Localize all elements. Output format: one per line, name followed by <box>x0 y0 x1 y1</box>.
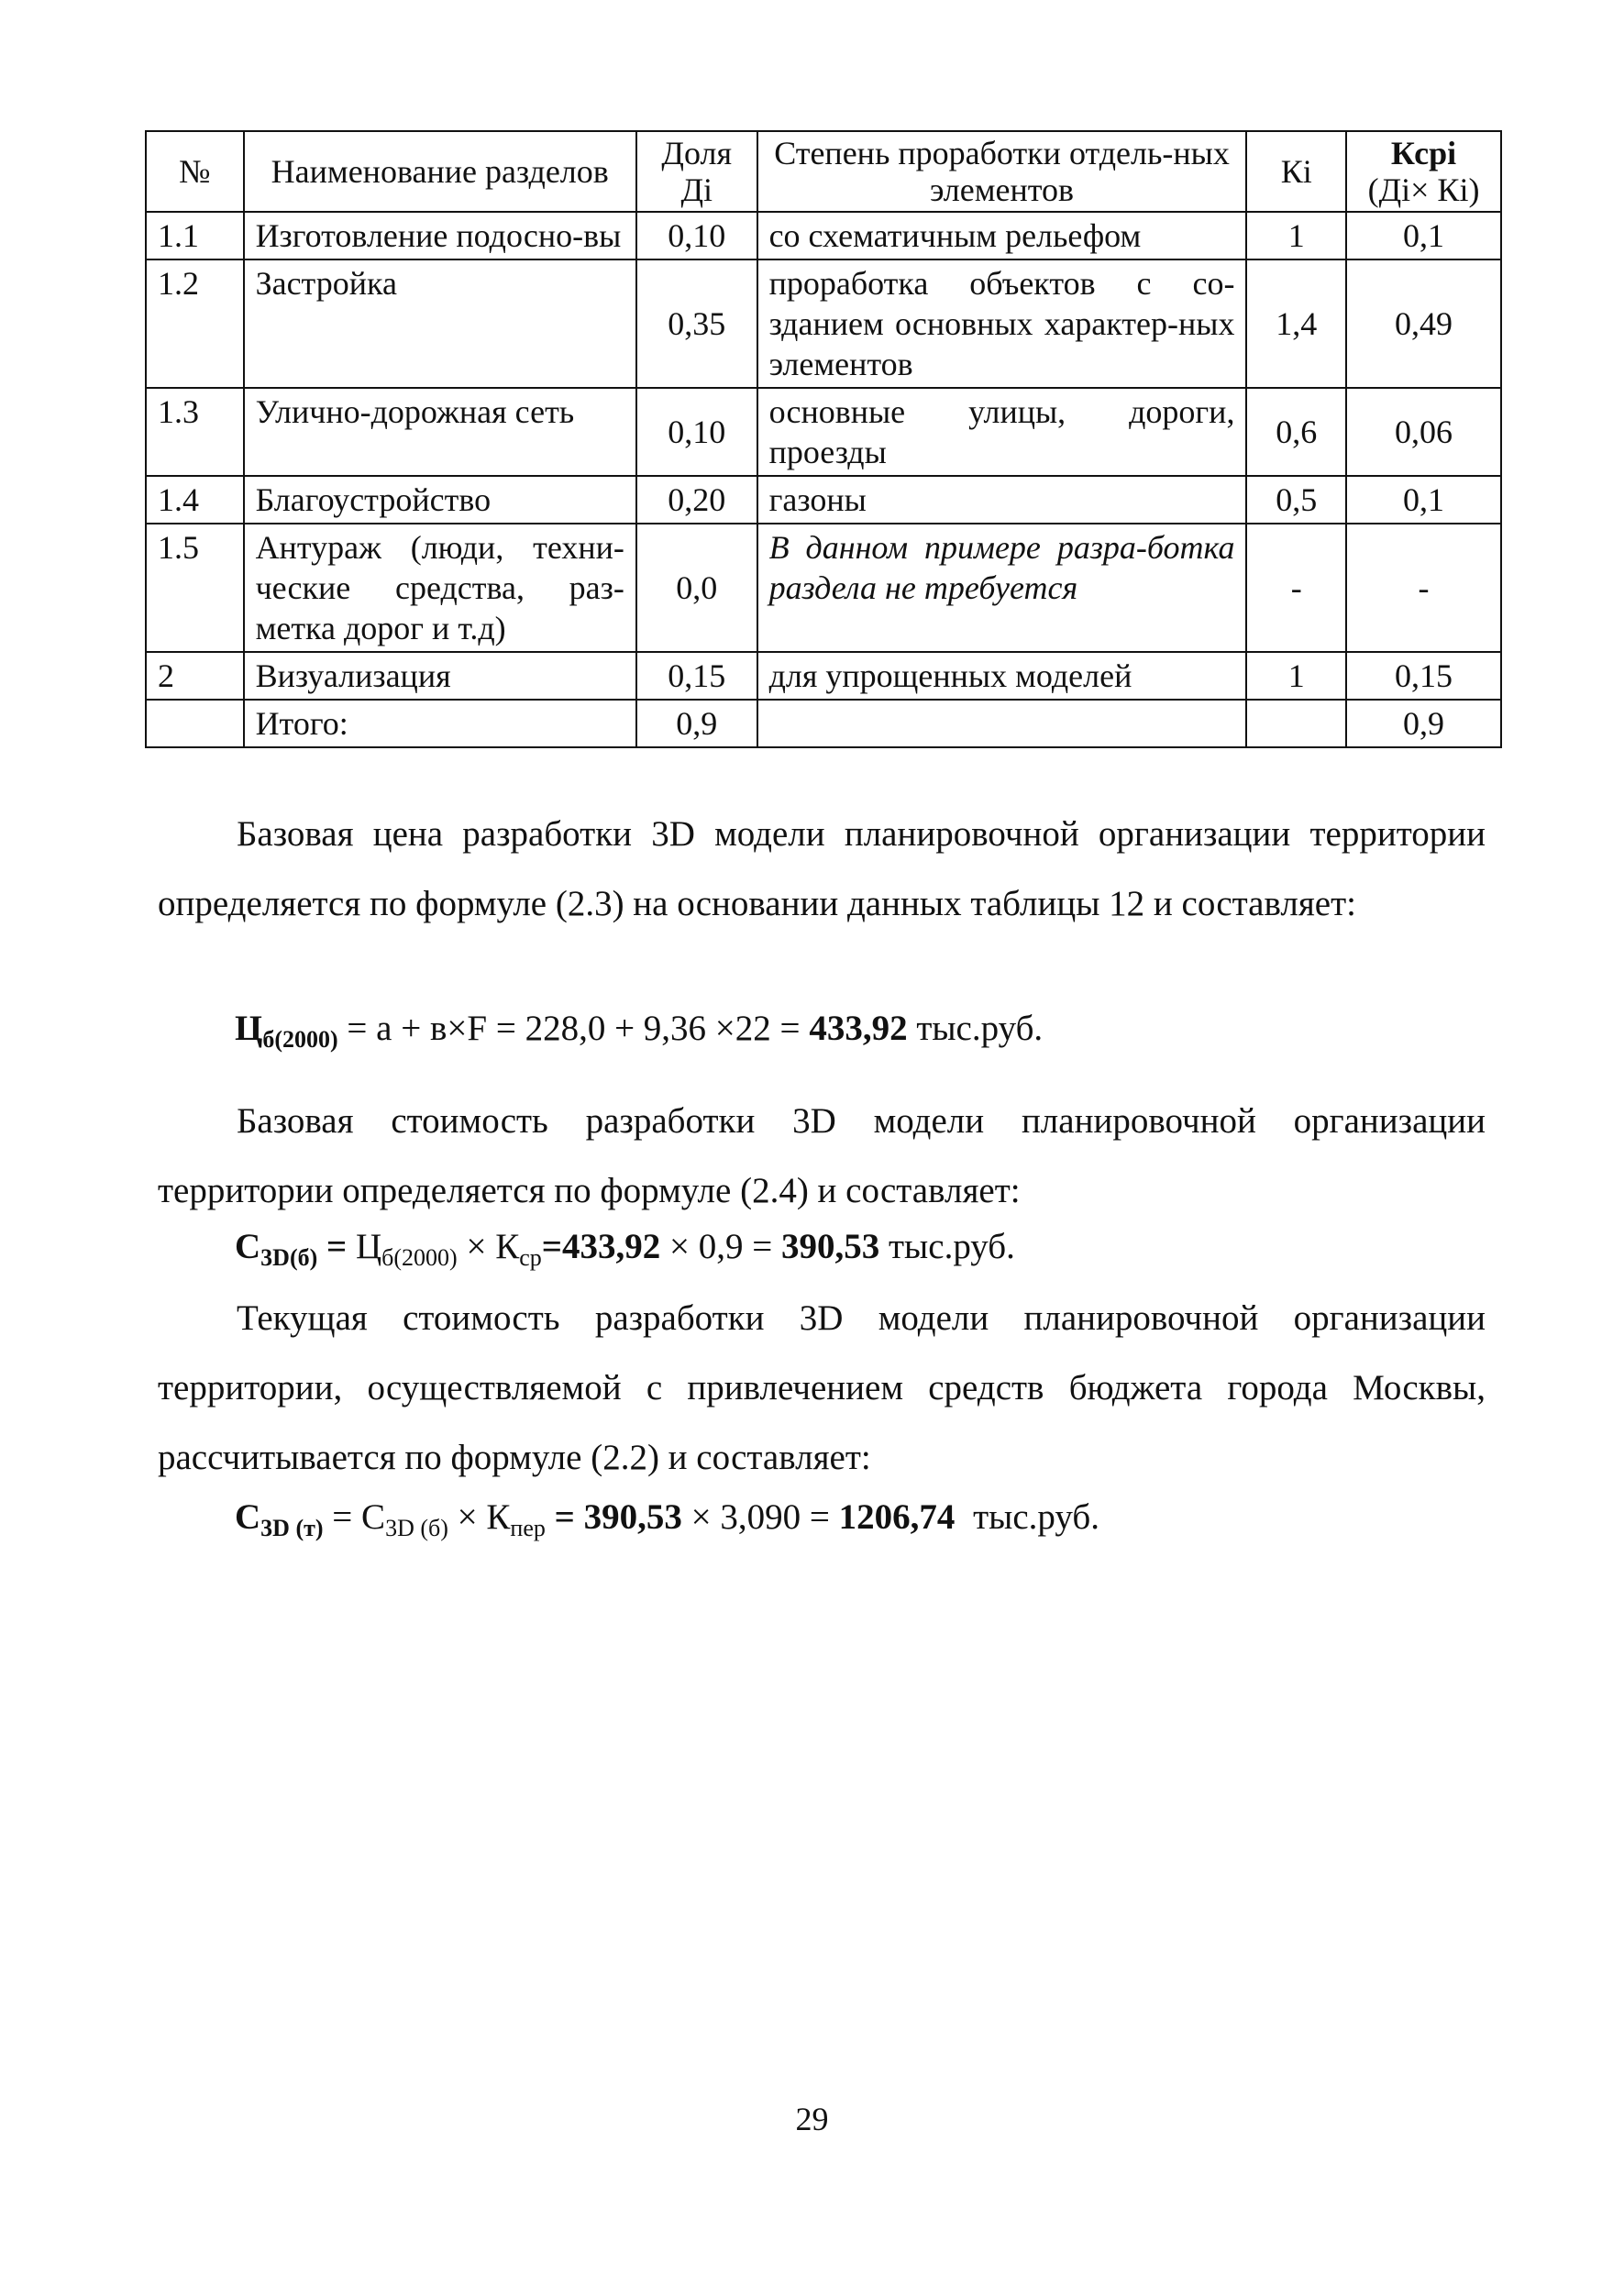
formula-equals: = <box>332 1497 353 1537</box>
paragraph-base-cost: Базовая стоимость разработки 3D модели планировочной организации территории определяется по формуле (2.4) и составляет: <box>158 1101 1486 1210</box>
formula-current-cost <box>235 1490 1099 1545</box>
row-name: Изготовление подосно-вы <box>244 212 636 259</box>
row-ki: 0,6 <box>1246 388 1346 476</box>
formula-base-cost <box>235 1220 1015 1275</box>
row-desc: В данном примере разра-ботка раздела не требуется <box>757 524 1247 652</box>
header-share: Доля Дi <box>636 131 757 212</box>
formula-unit: тыс.руб. <box>973 1497 1099 1537</box>
formula-value: 390,53 <box>583 1497 682 1537</box>
formula-equals: = <box>326 1227 348 1266</box>
formula-symbol: Ц <box>235 1009 263 1048</box>
table-header-row <box>146 131 1501 212</box>
table-row <box>146 259 1501 388</box>
row-ksr: 0,15 <box>1346 652 1501 700</box>
sections-table <box>145 130 1502 748</box>
formula-middle: × 3,090 = <box>690 1497 830 1537</box>
header-name: Наименование разделов <box>244 131 636 212</box>
formula-coefficient-sub: ср <box>519 1244 542 1271</box>
row-ki: 1,4 <box>1246 259 1346 388</box>
row-num: 1.1 <box>146 212 244 259</box>
formula-unit: тыс.руб. <box>916 1009 1044 1048</box>
formula-symbol-2: Ц <box>356 1227 382 1266</box>
row-share: 0,35 <box>636 259 757 388</box>
row-num: 2 <box>146 652 244 700</box>
formula-coefficient: × К <box>466 1227 520 1266</box>
row-share: 0,10 <box>636 212 757 259</box>
row-ksr: 0,1 <box>1346 476 1501 524</box>
table-row <box>146 476 1501 524</box>
formula-subscript: 3D (т) <box>260 1515 324 1541</box>
row-desc: основные улицы, дороги, проезды <box>757 388 1247 476</box>
row-name: Визуализация <box>244 652 636 700</box>
header-num: № <box>146 131 244 212</box>
formula-expression: = а + в×F = 228,0 + 9,36 ×22 = <box>347 1009 801 1048</box>
table-row <box>146 652 1501 700</box>
row-ksr: 0,06 <box>1346 388 1501 476</box>
formula-result: 433,92 <box>809 1009 908 1048</box>
formula-base-price <box>235 1001 1043 1056</box>
row-ki: 1 <box>1246 652 1346 700</box>
table-row <box>146 388 1501 476</box>
row-share: 0,9 <box>636 700 757 747</box>
formula-subscript: б(2000) <box>262 1026 338 1053</box>
table-row <box>146 212 1501 259</box>
row-name: Итого: <box>244 700 636 747</box>
row-num: 1.5 <box>146 524 244 652</box>
formula-symbol: С <box>235 1227 261 1266</box>
formula-subscript-2: 3D (б) <box>385 1515 448 1541</box>
paragraph-base-price: Базовая цена разработки 3D модели планировочной организации территории определяется по формуле (2.3) на основании данных таблицы 12 и составляет: <box>158 814 1486 923</box>
formula-subscript: 3D(б) <box>260 1244 318 1271</box>
row-ksr: 0,49 <box>1346 259 1501 388</box>
row-num <box>146 700 244 747</box>
formula-symbol-2: С <box>361 1497 386 1537</box>
page-number: 29 <box>795 2101 829 2137</box>
row-share: 0,15 <box>636 652 757 700</box>
formula-coefficient-sub: пер <box>510 1515 546 1541</box>
row-ki: 1 <box>1246 212 1346 259</box>
row-name: Антураж (люди, техни-ческие средства, раз-метка дорог и т.д) <box>244 524 636 652</box>
header-ki: Кi <box>1246 131 1346 212</box>
row-desc: газоны <box>757 476 1247 524</box>
row-ki <box>1246 700 1346 747</box>
formula-value: 433,92 <box>562 1227 661 1266</box>
row-desc: проработка объектов с со-зданием основных характер-ных элементов <box>757 259 1247 388</box>
row-desc <box>757 700 1247 747</box>
formula-subscript-2: б(2000) <box>381 1244 458 1271</box>
row-ksr: - <box>1346 524 1501 652</box>
row-ksr: 0,1 <box>1346 212 1501 259</box>
row-name: Застройка <box>244 259 636 388</box>
header-ksr <box>1346 131 1501 212</box>
row-share: 0,0 <box>636 524 757 652</box>
formula-symbol: С <box>235 1497 261 1537</box>
formula-result: 1206,74 <box>838 1497 956 1537</box>
row-name: Улично-дорожная сеть <box>244 388 636 476</box>
formula-equals-2: = <box>541 1227 563 1266</box>
header-ksr-title: Ксрi <box>1390 135 1457 171</box>
row-share: 0,20 <box>636 476 757 524</box>
formula-result: 390,53 <box>781 1227 880 1266</box>
row-name: Благоустройство <box>244 476 636 524</box>
table-row <box>146 524 1501 652</box>
formula-unit: тыс.руб. <box>889 1227 1015 1266</box>
header-ksr-formula: (Дi× Кi) <box>1367 171 1480 208</box>
row-ksr: 0,9 <box>1346 700 1501 747</box>
paragraph-current-cost: Текущая стоимость разработки 3D модели планировочной организации территории, осуществляемой с привлечением средств бюджета города Москвы, рассчитывается по формуле (2.2) и составляет: <box>158 1298 1486 1477</box>
row-share: 0,10 <box>636 388 757 476</box>
formula-equals-2: = <box>554 1497 575 1537</box>
formula-coefficient: × К <box>457 1497 511 1537</box>
row-desc: со схематичным рельефом <box>757 212 1247 259</box>
row-ki: - <box>1246 524 1346 652</box>
table-total-row <box>146 700 1501 747</box>
header-desc: Степень проработки отдель-ных элементов <box>757 131 1247 212</box>
formula-middle: × 0,9 = <box>669 1227 773 1266</box>
row-num: 1.2 <box>146 259 244 388</box>
row-num: 1.3 <box>146 388 244 476</box>
row-ki: 0,5 <box>1246 476 1346 524</box>
row-num: 1.4 <box>146 476 244 524</box>
row-desc: для упрощенных моделей <box>757 652 1247 700</box>
